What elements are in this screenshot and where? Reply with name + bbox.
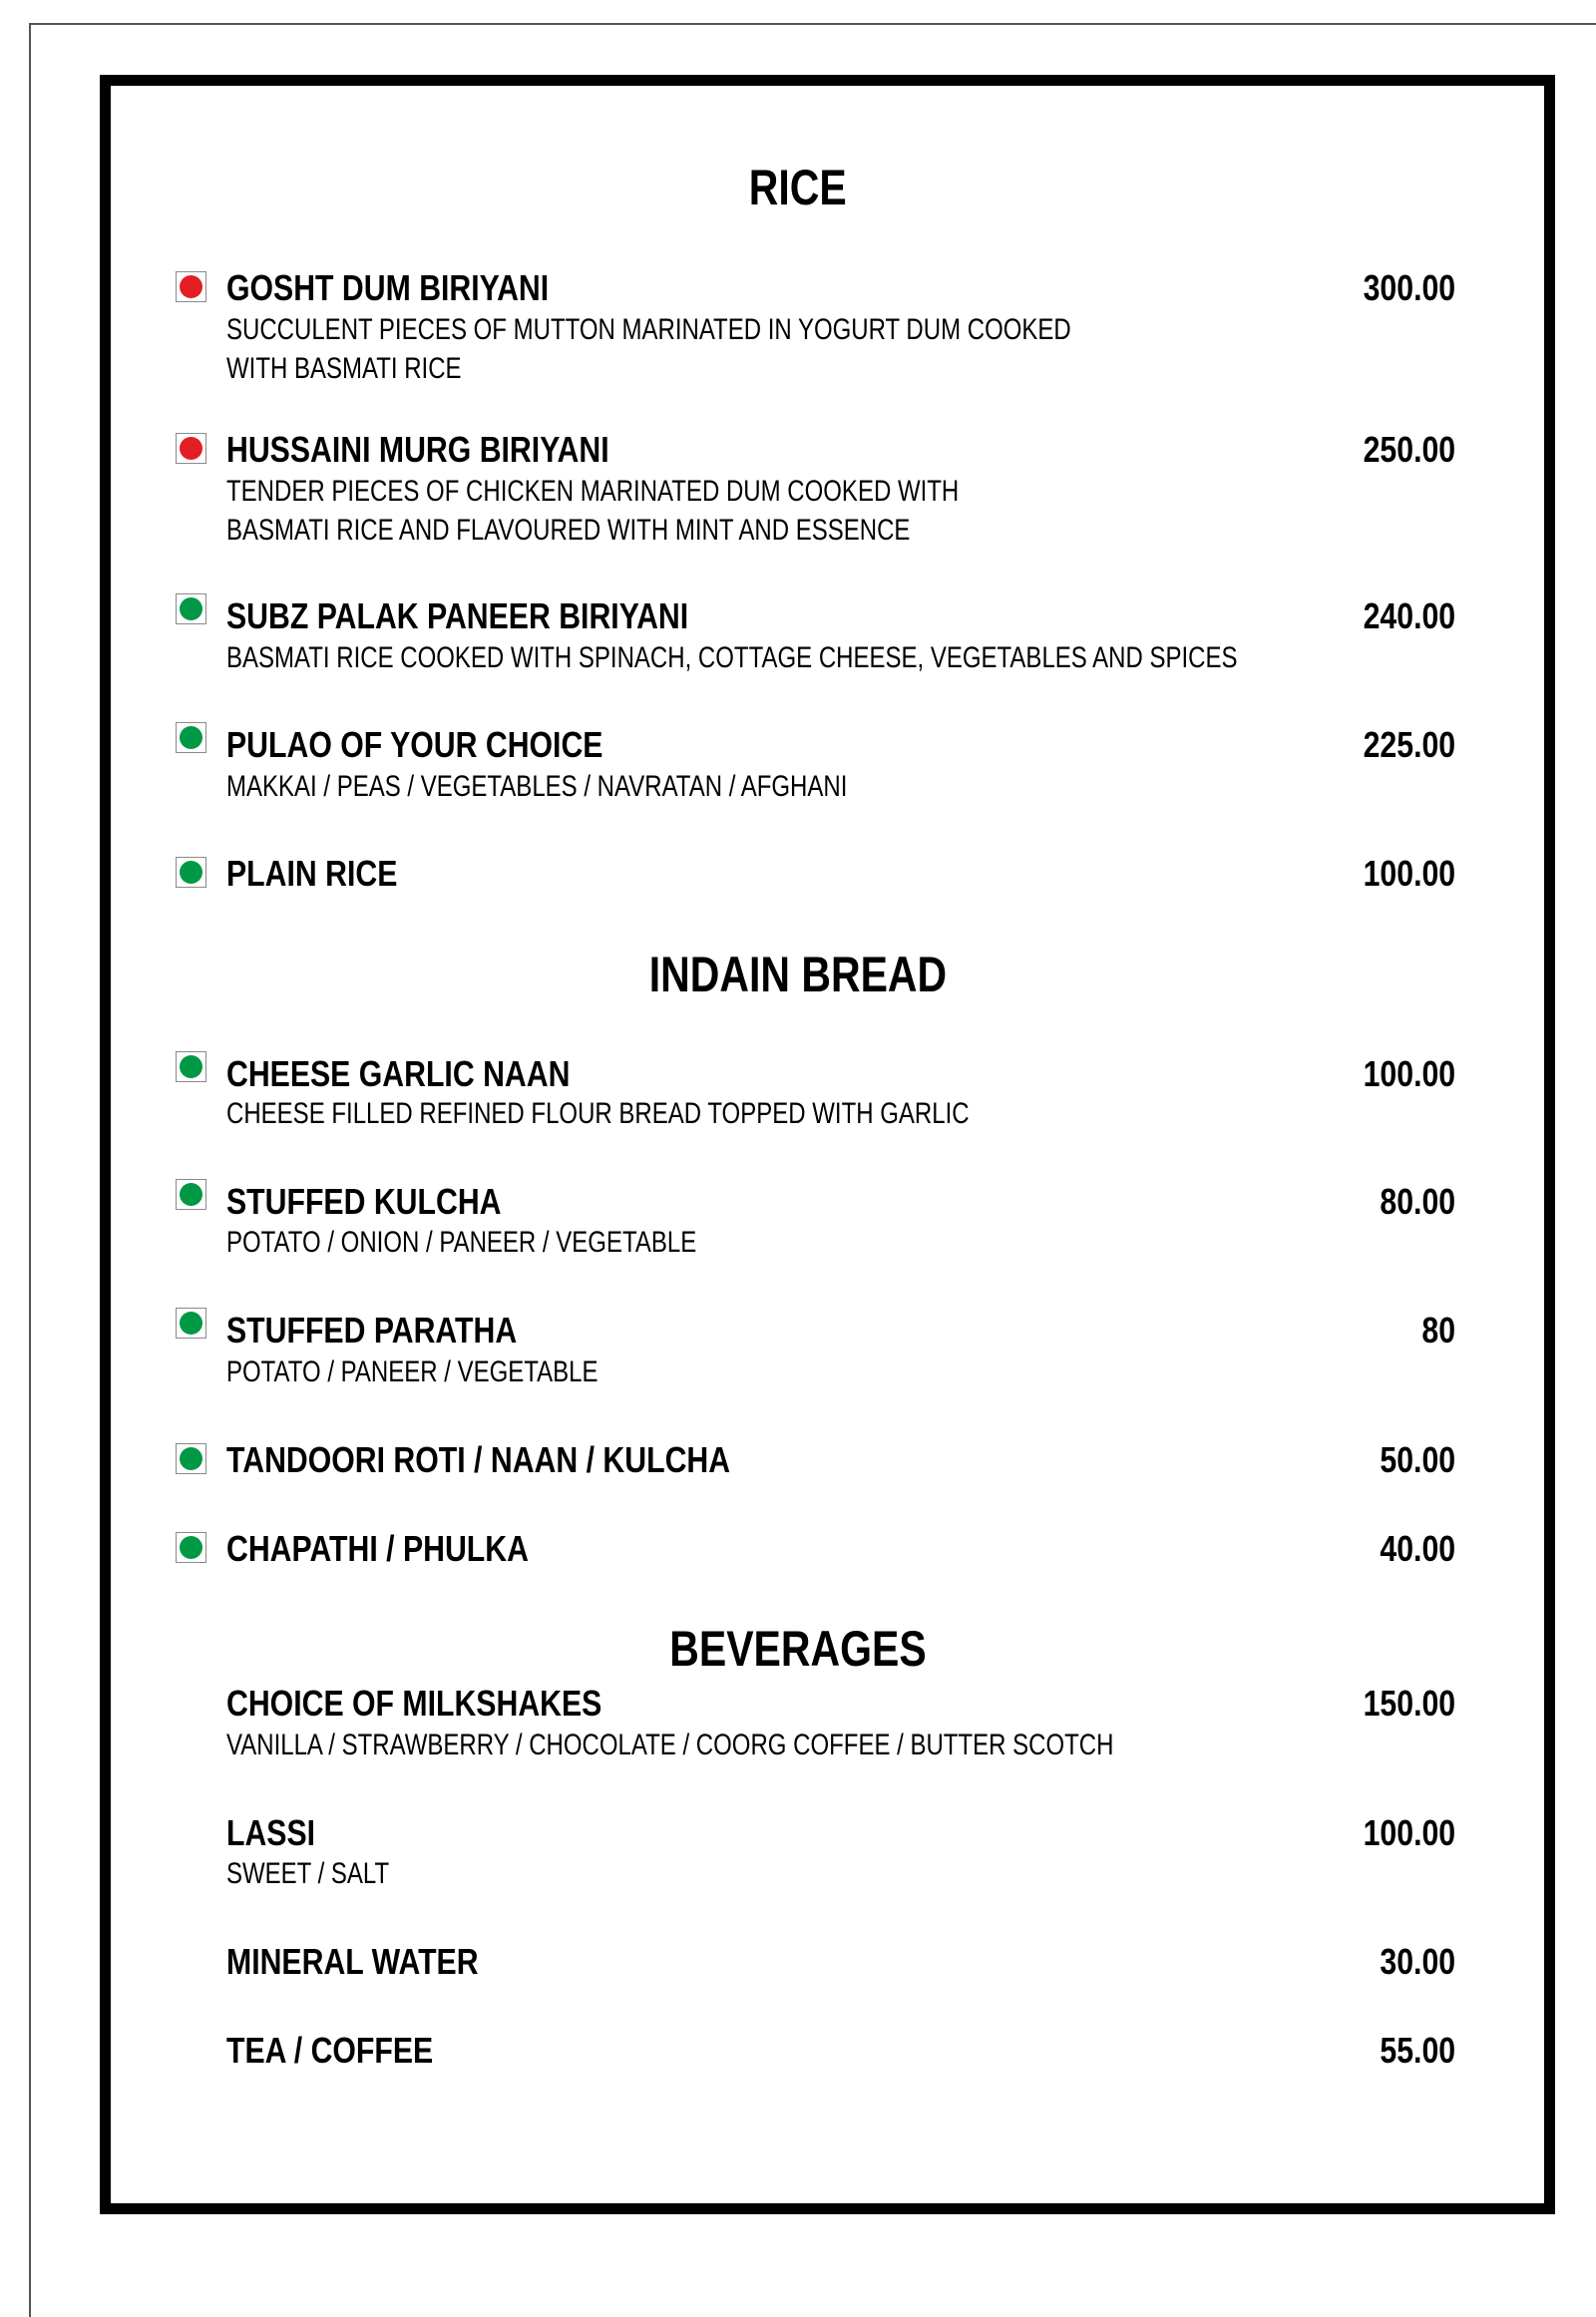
- item-name: HUSSAINI MURG BIRIYANI: [226, 429, 609, 470]
- item-description: TENDER PIECES OF CHICKEN MARINATED DUM COOKED WITH: [226, 475, 960, 508]
- item-price: 40.00: [1380, 1528, 1455, 1569]
- section-title: RICE: [749, 160, 847, 215]
- item-name: STUFFED PARATHA: [226, 1310, 518, 1351]
- item-description: POTATO / PANEER / VEGETABLE: [226, 1355, 598, 1388]
- item-price: 150.00: [1363, 1683, 1455, 1724]
- item-description: SWEET / SALT: [226, 1857, 390, 1890]
- item-price: 80: [1421, 1310, 1455, 1351]
- veg-icon: [176, 857, 206, 888]
- section-heading-bread: [0, 947, 1596, 1002]
- item-price: 300.00: [1363, 267, 1455, 308]
- section-title: INDAIN BREAD: [648, 947, 948, 1002]
- non-veg-icon: [176, 271, 206, 302]
- item-name: TEA / COFFEE: [226, 2030, 434, 2071]
- veg-icon: [176, 1443, 206, 1474]
- item-description: SUCCULENT PIECES OF MUTTON MARINATED IN YOGURT DUM COOKED: [226, 313, 1071, 346]
- item-description: WITH BASMATI RICE: [226, 352, 462, 385]
- item-name: PLAIN RICE: [226, 853, 398, 894]
- veg-icon: [176, 1308, 206, 1339]
- veg-icon: [176, 722, 206, 753]
- item-description: BASMATI RICE AND FLAVOURED WITH MINT AND ESSENCE: [226, 514, 911, 547]
- item-price: 50.00: [1380, 1439, 1455, 1480]
- item-price: 55.00: [1380, 2030, 1455, 2071]
- item-name: SUBZ PALAK PANEER BIRIYANI: [226, 595, 689, 636]
- item-description: MAKKAI / PEAS / VEGETABLES / NAVRATAN / AFGHANI: [226, 770, 848, 803]
- section-heading-beverages: [0, 1621, 1596, 1677]
- item-price: 100.00: [1363, 1053, 1455, 1094]
- item-name: PULAO OF YOUR CHOICE: [226, 724, 603, 765]
- veg-icon: [176, 593, 206, 624]
- item-name: LASSI: [226, 1812, 316, 1853]
- item-description: BASMATI RICE COOKED WITH SPINACH, COTTAGE CHEESE, VEGETABLES AND SPICES: [226, 641, 1238, 674]
- item-name: STUFFED KULCHA: [226, 1181, 502, 1222]
- item-description: VANILLA / STRAWBERRY / CHOCOLATE / COORG COFFEE / BUTTER SCOTCH: [226, 1729, 1114, 1761]
- veg-icon: [176, 1532, 206, 1563]
- section-title: BEVERAGES: [669, 1621, 927, 1677]
- non-veg-icon: [176, 433, 206, 464]
- item-price: 100.00: [1363, 853, 1455, 894]
- item-price: 250.00: [1363, 429, 1455, 470]
- item-description: CHEESE FILLED REFINED FLOUR BREAD TOPPED WITH GARLIC: [226, 1097, 970, 1130]
- section-heading-rice: [0, 160, 1596, 215]
- item-price: 240.00: [1363, 595, 1455, 636]
- item-name: CHAPATHI / PHULKA: [226, 1528, 529, 1569]
- item-name: CHOICE OF MILKSHAKES: [226, 1683, 602, 1724]
- item-description: POTATO / ONION / PANEER / VEGETABLE: [226, 1226, 697, 1259]
- item-name: CHEESE GARLIC NAAN: [226, 1053, 571, 1094]
- item-price: 80.00: [1380, 1181, 1455, 1222]
- item-price: 225.00: [1363, 724, 1455, 765]
- item-price: 30.00: [1380, 1941, 1455, 1982]
- item-price: 100.00: [1363, 1812, 1455, 1853]
- veg-icon: [176, 1179, 206, 1210]
- item-name: TANDOORI ROTI / NAAN / KULCHA: [226, 1439, 731, 1480]
- veg-icon: [176, 1051, 206, 1082]
- item-name: GOSHT DUM BIRIYANI: [226, 267, 550, 308]
- item-name: MINERAL WATER: [226, 1941, 479, 1982]
